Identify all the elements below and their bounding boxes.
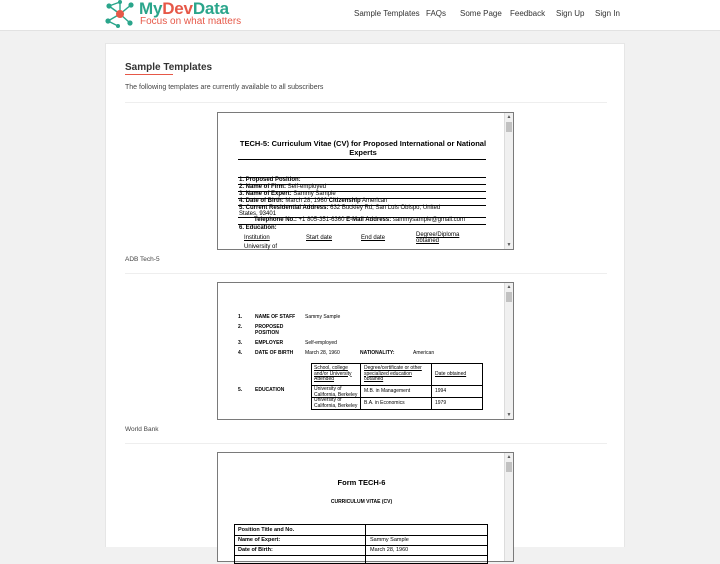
row-number: 4. [238, 350, 243, 356]
nav-some-page[interactable]: Some Page [460, 9, 502, 18]
table-header: Date obtained [435, 371, 467, 377]
doc-line: Telephone No.: +1 805-351-6360 E-Mail Address: sammysample@gmail.com [254, 217, 466, 223]
table-cell: Sammy Sample [370, 537, 409, 543]
nav-faqs[interactable]: FAQs [426, 9, 447, 18]
table-header: Degree/certificate or other specialized education obtained [364, 365, 422, 382]
doc-line: 3. Name of Expert: Sammy Sample [239, 191, 336, 197]
doc-col-header: End date [361, 235, 386, 241]
document-page [218, 453, 505, 561]
table-cell: University of California, Berkeley [314, 386, 358, 398]
table-cell: March 28, 1960 [370, 547, 409, 553]
row-value: March 28, 1960 [305, 350, 340, 356]
scroll-thumb[interactable] [506, 122, 512, 132]
divider [125, 102, 607, 103]
row-value: American [413, 350, 435, 356]
table-cell: 1979 [435, 400, 447, 406]
template-caption: ADB Tech-5 [125, 256, 160, 263]
doc-line: States, 93401 [239, 211, 277, 217]
row-key: NATIONALITY: [360, 350, 395, 356]
scroll-down-icon[interactable]: ▼ [506, 412, 512, 418]
nav-sample-templates[interactable]: Sample Templates [354, 9, 420, 18]
row-number: 3. [238, 340, 243, 346]
doc-subtitle: CURRICULUM VITAE (CV) [330, 499, 393, 505]
table-gridline [365, 525, 366, 563]
table-cell: Position Title and No. [238, 527, 295, 533]
doc-col-header: Start date [306, 235, 333, 241]
divider [125, 273, 607, 274]
doc-line: 1. Proposed Position: [239, 177, 301, 183]
title-underline [125, 74, 173, 75]
cv-table [234, 524, 488, 564]
row-number: 5. [238, 387, 243, 393]
row-key: EMPLOYER [255, 340, 284, 346]
top-navbar [0, 0, 720, 31]
brand-name-dev: Dev [162, 0, 193, 18]
main-nav [0, 9, 720, 23]
content-card [105, 43, 625, 553]
divider [125, 443, 607, 444]
table-cell: M.B. in Management [364, 388, 411, 394]
template-viewer-world-bank[interactable] [217, 282, 514, 420]
table-cell: B.A. in Economics [364, 400, 405, 406]
row-key: NAME OF STAFF [255, 314, 296, 320]
doc-line: 4. Date of Birth: March 28, 1960 Citizenship American [239, 198, 388, 204]
row-number: 1. [238, 314, 243, 320]
brand-name-data: Data [192, 0, 229, 18]
table-gridline [235, 535, 487, 536]
scroll-thumb[interactable] [506, 292, 512, 302]
scroll-down-icon[interactable]: ▼ [506, 242, 512, 248]
table-header: School, college and/or University Attended [314, 365, 352, 382]
intro-text: The following templates are currently available to all subscribers [125, 84, 324, 91]
scroll-thumb[interactable] [506, 462, 512, 472]
scrollbar[interactable] [504, 453, 513, 561]
doc-line: University of [244, 244, 278, 250]
doc-col-header: Institution [244, 235, 270, 241]
document-page [218, 113, 505, 249]
scrollbar[interactable] [504, 113, 513, 249]
table-cell: University of California, Berkeley [314, 397, 358, 409]
row-number: 2. [238, 324, 243, 330]
education-table [311, 363, 483, 410]
page-title: Sample Templates [125, 62, 213, 73]
row-key: DATE OF BIRTH [255, 350, 294, 356]
scroll-up-icon[interactable]: ▲ [506, 284, 512, 290]
table-gridline [431, 364, 432, 409]
doc-rule [238, 159, 486, 160]
brand-name-my: My [139, 0, 163, 18]
table-gridline [235, 555, 487, 556]
doc-line: 5. Current Residential Address: 632 Buckley Rd, San Luis Obispo, United [239, 205, 441, 211]
row-key: PROPOSED POSITION [255, 324, 284, 336]
nav-sign-up[interactable]: Sign Up [556, 9, 585, 18]
doc-col-header: Degree/Diploma obtained [416, 232, 460, 244]
brand-tagline: Focus on what matters [140, 16, 242, 27]
scrollbar[interactable] [504, 283, 513, 419]
table-cell: 1994 [435, 388, 447, 394]
template-viewer-adb[interactable] [217, 112, 514, 250]
table-gridline [235, 545, 487, 546]
template-viewer-tech-6[interactable] [217, 452, 514, 562]
table-gridline [360, 364, 361, 409]
table-cell: Date of Birth: [238, 547, 273, 553]
doc-title: TECH-5: Curriculum Vitae (CV) for Proposed International or National Experts [239, 139, 487, 157]
table-cell: Name of Expert: [238, 537, 281, 543]
scroll-up-icon[interactable]: ▲ [506, 114, 512, 120]
scroll-up-icon[interactable]: ▲ [506, 454, 512, 460]
nav-feedback[interactable]: Feedback [510, 9, 546, 18]
template-caption: World Bank [125, 426, 159, 433]
doc-line: 2. Name of Firm: Self-employed [239, 184, 327, 190]
document-page [218, 283, 505, 419]
row-value: Self-employed [305, 340, 337, 346]
row-key: EDUCATION [255, 387, 285, 393]
row-value: Sammy Sample [305, 314, 341, 320]
nav-sign-in[interactable]: Sign In [595, 9, 620, 18]
doc-title: Form TECH-6 [337, 478, 386, 487]
doc-line: 6. Education: [239, 225, 277, 231]
